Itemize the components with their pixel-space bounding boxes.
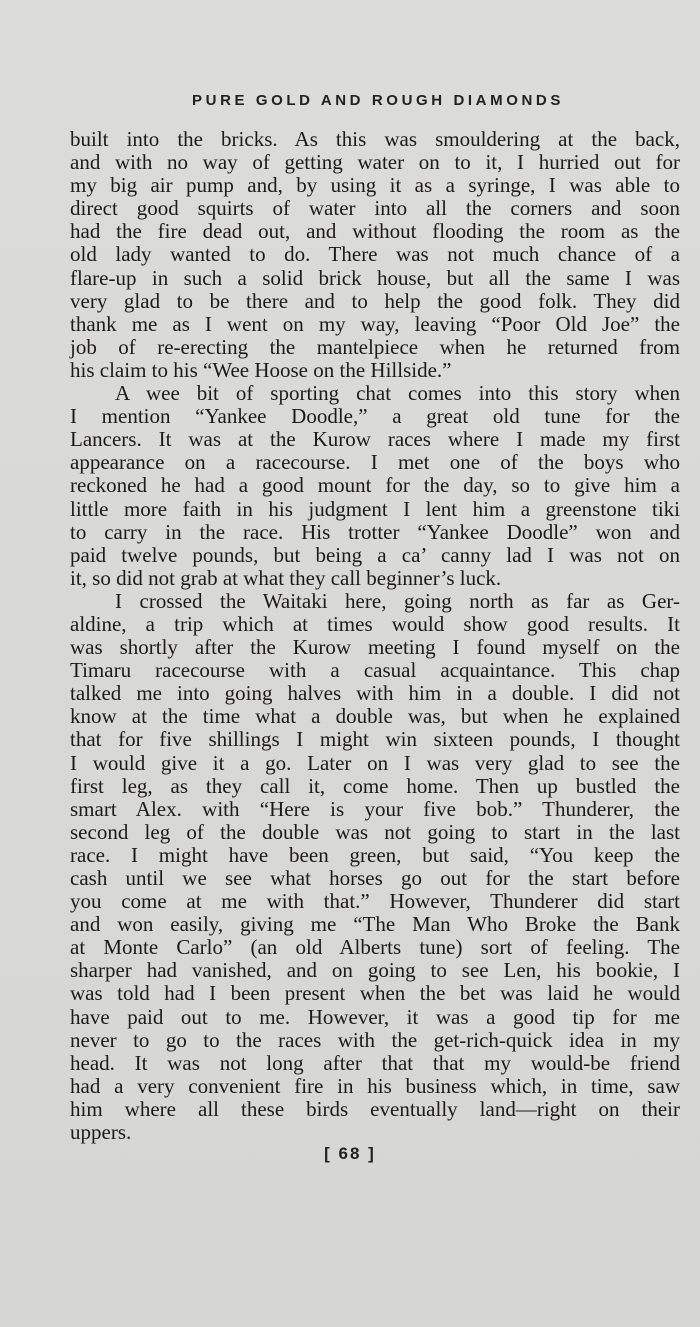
text-line: had the fire dead out, and without flooding the room as the (70, 219, 680, 244)
text-line: know at the time what a double was, but when he explained (70, 704, 680, 729)
text-line: at Monte Carlo” (an old Alberts tune) sort of feeling. The (70, 935, 680, 960)
text-line: job of re-erecting the mantelpiece when he returned from (70, 334, 680, 359)
text-line: first leg, as they call it, come home. Then up bustled the (70, 773, 680, 798)
text-line: A wee bit of sporting chat comes into this story when (115, 381, 680, 406)
paragraph (70, 382, 680, 590)
text-line: aldine, a trip which at times would show good results. It (70, 611, 680, 636)
text-line: reckoned he had a good mount for the day, so to give him a (70, 473, 680, 498)
text-line: that for five shillings I might win sixteen pounds, I thought (70, 727, 680, 752)
text-line: him where all these birds eventually land—right on their (70, 1096, 680, 1121)
text-line: have paid out to me. However, it was a good tip for me (70, 1004, 680, 1029)
text-line: had a very convenient fire in his business which, in time, saw (70, 1073, 680, 1098)
text-line: appearance on a racecourse. I met one of the boys who (70, 450, 680, 475)
text-line: never to go to the races with the get-rich-quick idea in my (70, 1027, 680, 1052)
text-line: built into the bricks. As this was smouldering at the back, (70, 127, 680, 151)
text-line: my big air pump and, by using it as a syringe, I was able to (70, 173, 680, 198)
text-line: I crossed the Waitaki here, going north as far as Ger- (115, 588, 680, 613)
text-line: I mention “Yankee Doodle,” a great old tune for the (70, 404, 680, 429)
text-line: race. I might have been green, but said, “You keep the (70, 842, 680, 867)
text-line: direct good squirts of water into all the corners and soon (70, 196, 680, 221)
paragraph (70, 590, 680, 1144)
text-line: thank me as I went on my way, leaving “Poor Old Joe” the (70, 311, 680, 336)
text-line: talked me into going halves with him in a double. I did not (70, 681, 680, 706)
text-line: Lancers. It was at the Kurow races where I made my first (70, 427, 680, 452)
text-line: head. It was not long after that that my would-be friend (70, 1050, 680, 1075)
text-line: and with no way of getting water on to it, I hurried out for (70, 150, 680, 175)
paragraph (70, 128, 680, 382)
text-line: little more faith in his judgment I lent him a greenstone tiki (70, 496, 680, 521)
text-line: old lady wanted to do. There was not much chance of a (70, 242, 680, 267)
text-line: sharper had vanished, and on going to see Len, his bookie, I (70, 958, 680, 983)
text-line: flare-up in such a solid brick house, but all the same I was (70, 265, 680, 290)
text-line: and won easily, giving me “The Man Who Broke the Bank (70, 912, 680, 937)
text-line: Timaru racecourse with a casual acquaintance. This chap (70, 658, 680, 683)
text-line: it, so did not grab at what they call beginner’s luck. (70, 565, 502, 590)
body-text (70, 128, 680, 1144)
text-line: very glad to be there and to help the good folk. They did (70, 288, 680, 313)
text-line: uppers. (70, 1120, 132, 1145)
text-line: was told had I been present when the bet was laid he would (70, 981, 680, 1006)
page-number: [ 68 ] (324, 1144, 376, 1163)
text-line: I would give it a go. Later on I was very glad to see the (70, 750, 680, 775)
text-line: you come at me with that.” However, Thunderer did start (70, 889, 680, 914)
text-line: paid twelve pounds, but being a ca’ canny lad I was not on (70, 542, 680, 567)
text-line: cash until we see what horses go out for the start before (70, 866, 680, 890)
text-line: to carry in the race. His trotter “Yankee Doodle” won and (70, 519, 680, 544)
running-head: PURE GOLD AND ROUGH DIAMONDS (192, 92, 564, 109)
text-line: was shortly after the Kurow meeting I found myself on the (70, 635, 680, 660)
text-line: smart Alex. with “Here is your five bob.” Thunderer, the (70, 796, 680, 821)
text-line: second leg of the double was not going to start in the last (70, 819, 680, 844)
text-line: his claim to his “Wee Hoose on the Hillside.” (70, 357, 452, 382)
